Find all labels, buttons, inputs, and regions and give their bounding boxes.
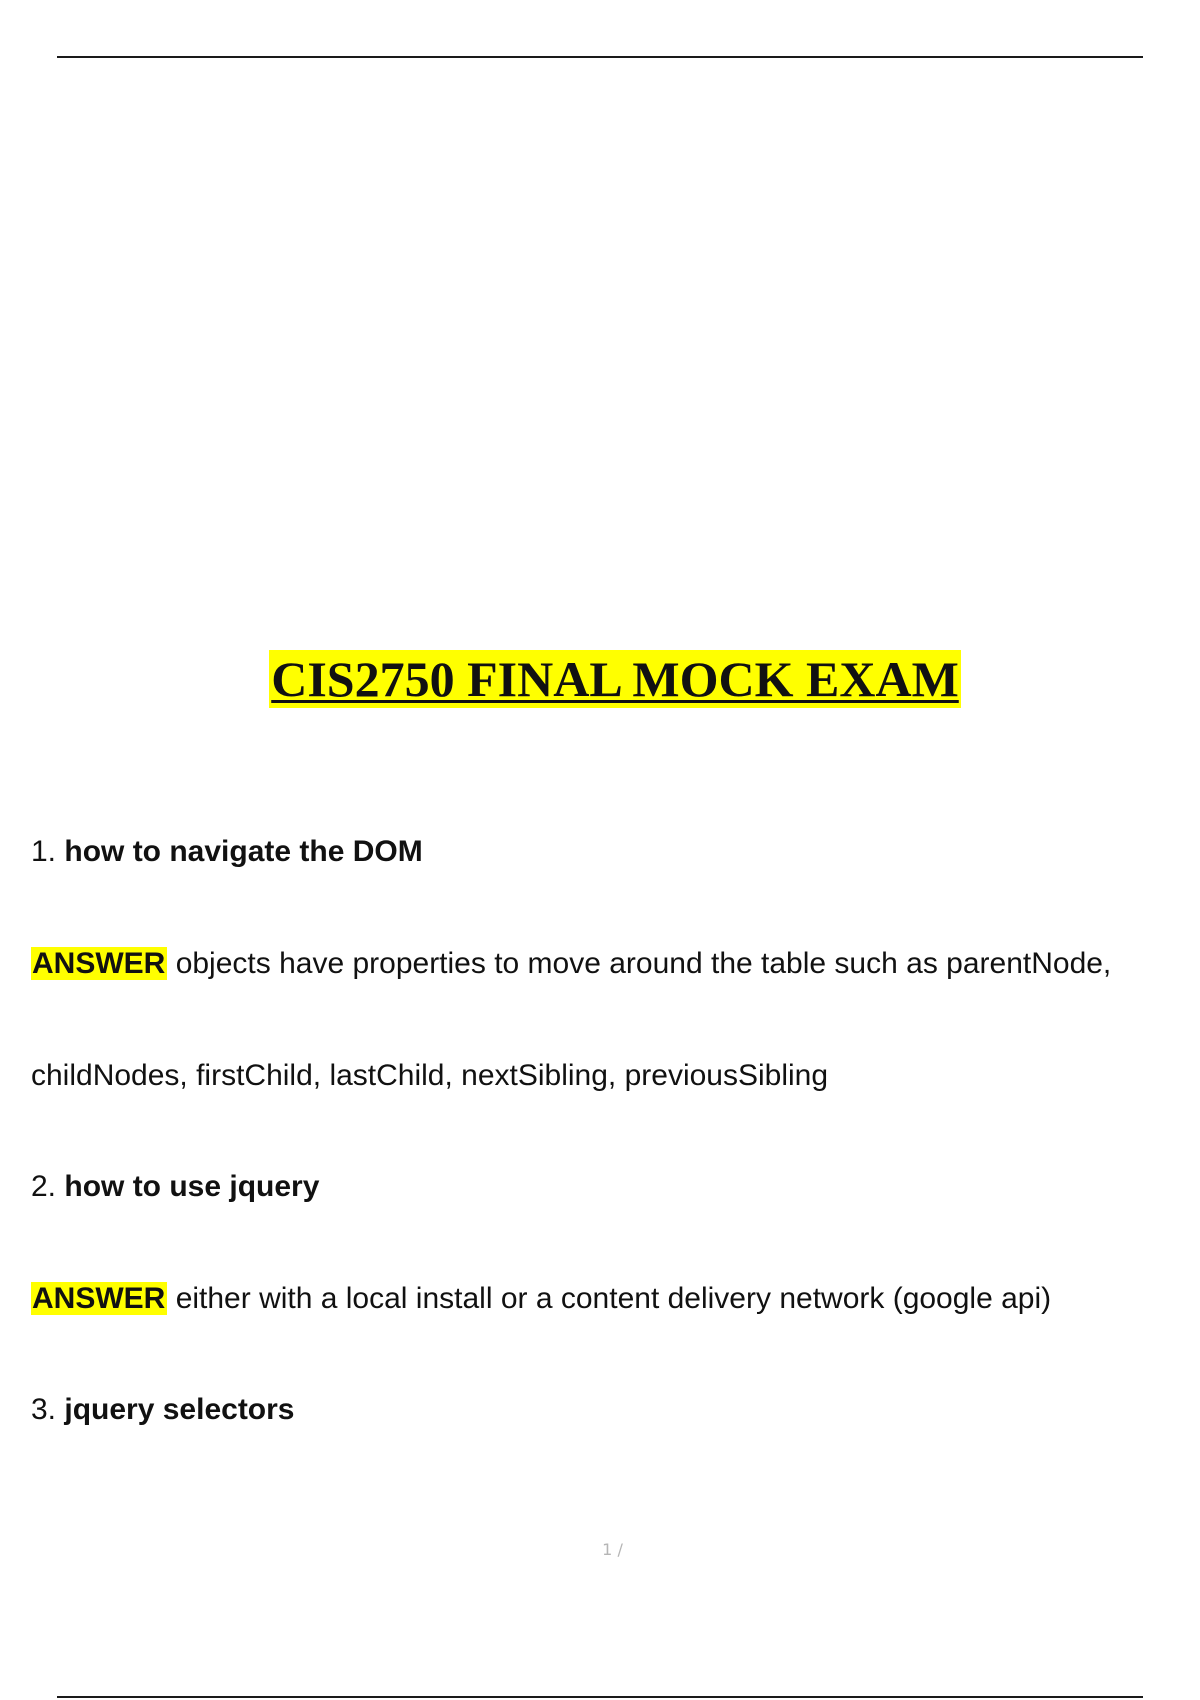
question-1 bbox=[31, 832, 423, 872]
answer-text: objects have properties to move around the table such as parentNode, bbox=[175, 947, 1112, 980]
question-number: 3. bbox=[31, 1393, 57, 1426]
answer-1-line-1 bbox=[31, 944, 1111, 984]
question-text: jquery selectors bbox=[64, 1393, 295, 1426]
question-number: 1. bbox=[31, 835, 57, 868]
top-rule bbox=[57, 56, 1143, 58]
answer-label: ANSWER bbox=[32, 947, 166, 980]
question-3 bbox=[31, 1390, 295, 1430]
answer-2-line-1 bbox=[31, 1279, 1051, 1319]
question-text: how to navigate the DOM bbox=[64, 835, 423, 868]
title-container bbox=[0, 650, 1200, 708]
question-number: 2. bbox=[31, 1170, 57, 1203]
bottom-rule bbox=[57, 1696, 1143, 1698]
question-2 bbox=[31, 1167, 319, 1207]
answer-text: childNodes, firstChild, lastChild, nextSibling, previousSibling bbox=[31, 1059, 829, 1092]
document-title: CIS2750 FINAL MOCK EXAM bbox=[271, 651, 959, 707]
answer-text: either with a local install or a content delivery network (google api) bbox=[175, 1282, 1052, 1315]
question-text: how to use jquery bbox=[64, 1170, 320, 1203]
answer-1-line-2 bbox=[31, 1056, 828, 1096]
page-number: 1 / bbox=[602, 1540, 623, 1559]
answer-label: ANSWER bbox=[32, 1282, 166, 1315]
